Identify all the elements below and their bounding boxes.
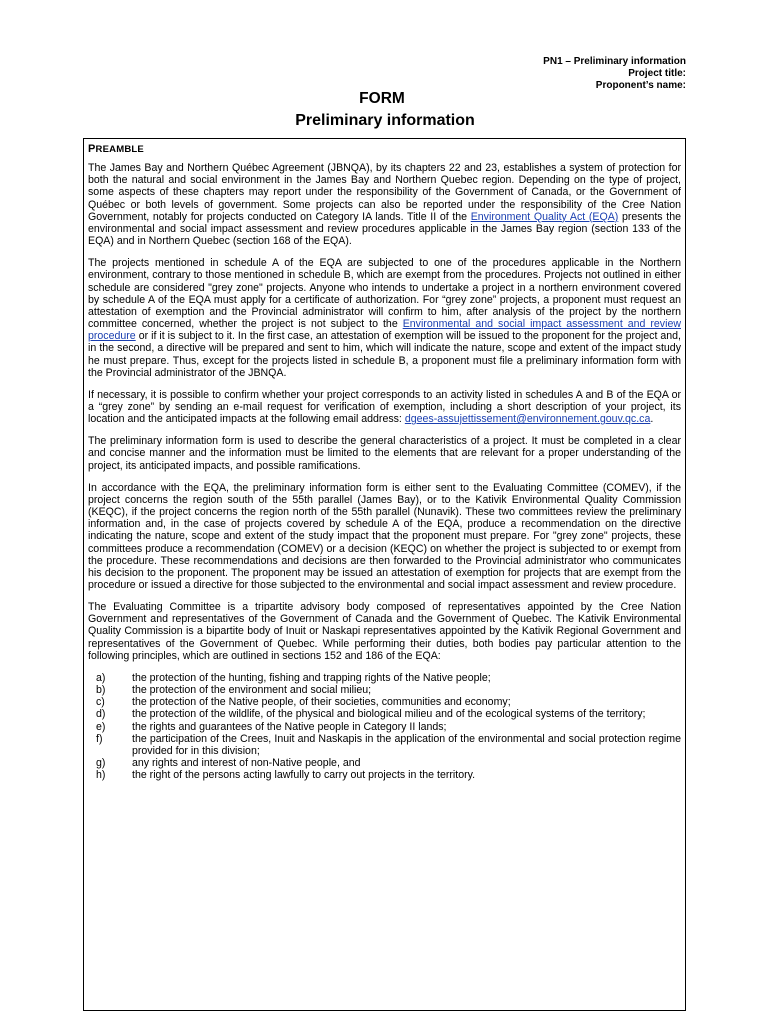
paragraph-evaluating-committee: The Evaluating Committee is a tripartite advisory body composed of representatives appointed by the Cree Nation Government and representatives of the Government of Canada and the Government of Quebec. The Kativik Environmental Quality Commission is a bipartite body of Inuit or Naskapi representatives appointed by the Kativik Regional Government and representatives of the Government of Quebec. While performing their duties, both bodies pay particular attention to the following principles, which are outlined in sections 152 and 186 of the EQA: bbox=[88, 601, 681, 662]
list-item-marker: c) bbox=[96, 696, 105, 709]
list-item-marker: a) bbox=[96, 671, 106, 684]
section-heading-preamble: PREAMBLE bbox=[88, 143, 144, 155]
title-block bbox=[0, 89, 770, 131]
list-item-marker: h) bbox=[96, 769, 106, 782]
list-item-marker: d) bbox=[96, 708, 106, 721]
paragraph-confirmation: If necessary, it is possible to confirm whether your project corresponds to an activity listed in schedules A and B of the EQA or a “grey zone” by sending an e-mail request for verification of exemption, including a short description of your project, its location and the anticipated impacts at the following email address: dgees-assujettissement@environnement.gouv.qc.ca. bbox=[88, 388, 681, 426]
list-item-text: the right of the persons acting lawfully to carry out projects in the territory. bbox=[132, 769, 476, 782]
list-item-text: any rights and interest of non-Native people, and bbox=[132, 757, 361, 770]
preamble-content bbox=[88, 141, 681, 781]
document-header bbox=[543, 56, 686, 92]
list-item bbox=[88, 721, 681, 733]
list-item-marker: b) bbox=[96, 684, 106, 697]
document-code: PN1 – Preliminary information bbox=[543, 56, 686, 67]
list-item-marker: f) bbox=[96, 732, 103, 745]
list-item bbox=[88, 733, 681, 757]
form-subtitle: Preliminary information bbox=[295, 112, 475, 129]
paragraph-form-purpose: The preliminary information form is used to describe the general characteristics of a project. It must be completed in a clear and concise manner and the information must be limited to the elements that are relevant for a proper understanding of the project, its anticipated impacts, and possible ramifications. bbox=[88, 435, 681, 472]
list-item bbox=[88, 696, 681, 708]
list-item-text: the rights and guarantees of the Native people in Category II lands; bbox=[132, 720, 447, 733]
list-item bbox=[88, 769, 681, 781]
list-item-marker: g) bbox=[96, 757, 106, 770]
principles-list bbox=[88, 672, 681, 781]
paragraph-committees: In accordance with the EQA, the preliminary information form is either sent to the Evaluating Committee (COMEV), if the project concerns the region south of the 55th parallel (James Bay), or to the Kativik Environmental Quality Commission (KEQC), if the project concerns the region north of the 55th parallel (Nunavik). These two committees review the preliminary information and, in the case of projects covered by schedule A of the EQA, produce a recommendation on the directive indicating the nature, scope and extent of the study impact that the proponent must prepare. For "grey zone" projects, these committees produce a recommendation (COMEV) or a decision (KEQC) on whether the project is subjected to or exempt from the procedure. These recommendations and decisions are then forwarded to the Provincial administrator who communicates his decision to the proponent. The proponent may be issued an attestation of exemption for projects that are exempt from the procedure or issued a directive for those subjected to the environmental and social impact assessment and review procedure. bbox=[88, 481, 681, 591]
list-item bbox=[88, 672, 681, 684]
list-item bbox=[88, 708, 681, 720]
email-link[interactable]: dgees-assujettissement@environnement.gouv.qc.ca bbox=[404, 413, 651, 426]
project-title-label: Project title: bbox=[628, 68, 686, 79]
list-item bbox=[88, 684, 681, 696]
impact-assessment-procedure-link[interactable]: Environmental and social impact assessment and review procedure bbox=[88, 318, 681, 343]
paragraph-schedules: The projects mentioned in schedule A of the EQA are subjected to one of the procedures applicable in the Northern environment, contrary to those mentioned in schedule B, which are exempt from the procedures. Projects not outlined in either schedule are considered "grey zone" projects. Anyone who intends to undertake a project in a northern environment covered by schedule A of the EQA must apply for a certificate of authorization. For “grey zone” projects, a proponent must request an attestation of exemption and the Provincial administrator will confirm to him, after analysis of the project by the northern committee concerned, whether the project is not subject to the Environmental and social impact assessment and review procedure or if it is subject to it. In the first case, an attestation of exemption will be issued to the proponent for the project and, in the second, a directive will be prepared and sent to him, which will indicate the nature, scope and extent of the impact study he must prepare. Thus, except for the projects listed in schedule B, a proponent must file a preliminary information form with the Provincial administrator of the JBNQA. bbox=[88, 257, 681, 379]
list-item-text: the participation of the Crees, Inuit and Naskapis in the application of the environmental and social protection regime provided for in this division; bbox=[132, 732, 681, 757]
list-item-text: the protection of the environment and social milieu; bbox=[132, 684, 372, 697]
list-item-text: the protection of the wildlife, of the physical and biological milieu and of the ecological systems of the territory; bbox=[132, 708, 646, 721]
list-item bbox=[88, 757, 681, 769]
list-item-text: the protection of the hunting, fishing and trapping rights of the Native people; bbox=[132, 671, 491, 684]
form-title: FORM bbox=[359, 90, 405, 107]
list-item-text: the protection of the Native people, of their societies, communities and economy; bbox=[132, 696, 511, 709]
list-item-marker: e) bbox=[96, 720, 106, 733]
paragraph-jbnqa: The James Bay and Northern Québec Agreement (JBNQA), by its chapters 22 and 23, establishes a system of protection for both the natural and social environment in the James Bay and Northern Quebec region. Depending on the type of project, some aspects of these chapters may report under the responsibility of the Government of Canada, or the Government of Québec or both levels of government. Some projects can also be reported under the responsibility of the Cree Nation Government, notably for projects conducted on Category IA lands. Title II of the Environment Quality Act (EQA) presents the environmental and social impact assessment and review procedures applicable in the James Bay region (section 133 of the EQA) and in Northern Quebec (section 168 of the EQA). bbox=[88, 162, 682, 248]
eqa-link[interactable]: Environment Quality Act (EQA) bbox=[470, 210, 619, 223]
proponent-name-label: Proponent’s name: bbox=[595, 80, 686, 91]
